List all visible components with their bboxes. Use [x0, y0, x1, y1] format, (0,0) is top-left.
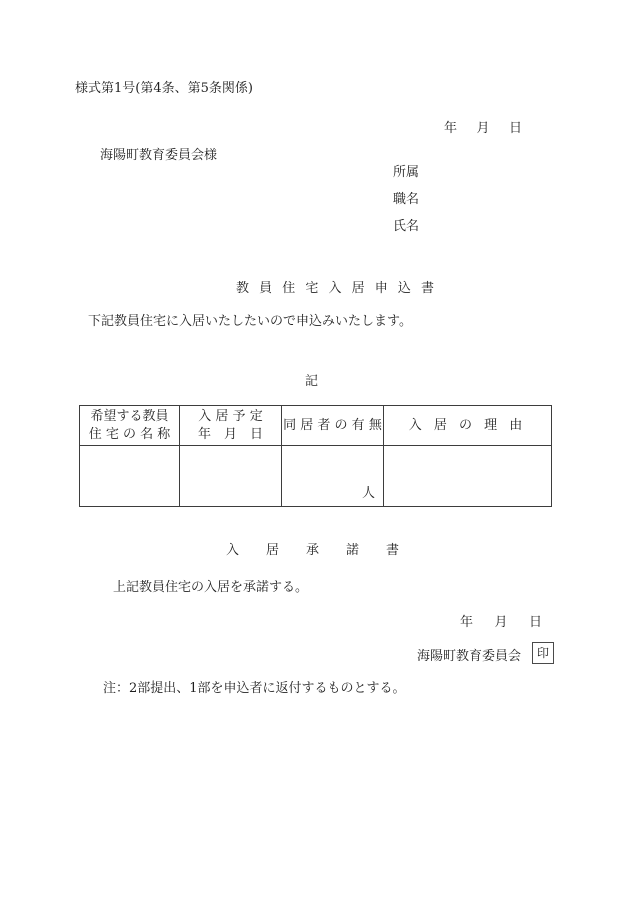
- affiliation-label: 所属: [393, 165, 420, 180]
- seal-label: 印: [536, 646, 549, 660]
- cell-movein-reason: [384, 446, 552, 507]
- record-marker: 記: [305, 374, 319, 389]
- header-cohabitants: 同 居 者 の 有 無: [282, 406, 384, 446]
- cell-movein-date: [180, 446, 282, 507]
- consent-title: 入 居 承 諾 書: [226, 543, 407, 558]
- cell-housing-name: [80, 446, 180, 507]
- header-housing-name: 希望する教員 住 宅 の 名 称: [80, 406, 180, 446]
- addressee: 海陽町教育委員会様: [100, 148, 218, 163]
- year-label: 年: [460, 615, 474, 630]
- name-label: 氏名: [393, 219, 420, 234]
- committee-name: 海陽町教育委員会: [417, 649, 522, 664]
- submission-note: 注：2部提出、1部を申込者に返付するものとする。: [103, 681, 406, 696]
- consent-date-line: [460, 615, 542, 631]
- header-movein-reason: 入 居 の 理 由: [384, 406, 552, 446]
- day-label: 日: [528, 615, 542, 630]
- consent-body: 上記教員住宅の入居を承諾する。: [113, 580, 309, 595]
- application-body: 下記教員住宅に入居いたしたいので申込みいたします。: [88, 314, 412, 329]
- seal-box: [532, 642, 554, 664]
- form-number: 様式第1号(第4条、第5条関係): [75, 81, 253, 96]
- year-label: 年: [444, 121, 458, 136]
- cell-cohabitants: [282, 446, 384, 507]
- month-label: 月: [476, 121, 490, 136]
- month-label: 月: [494, 615, 508, 630]
- application-date-line: [444, 121, 522, 137]
- application-table: [79, 405, 552, 507]
- job-title-label: 職名: [393, 192, 420, 207]
- header-movein-date: 入 居 予 定 年 月 日: [180, 406, 282, 446]
- person-unit-label: 人: [361, 486, 375, 501]
- application-title: 教 員 住 宅 入 居 申 込 書: [236, 281, 438, 296]
- day-label: 日: [508, 121, 522, 136]
